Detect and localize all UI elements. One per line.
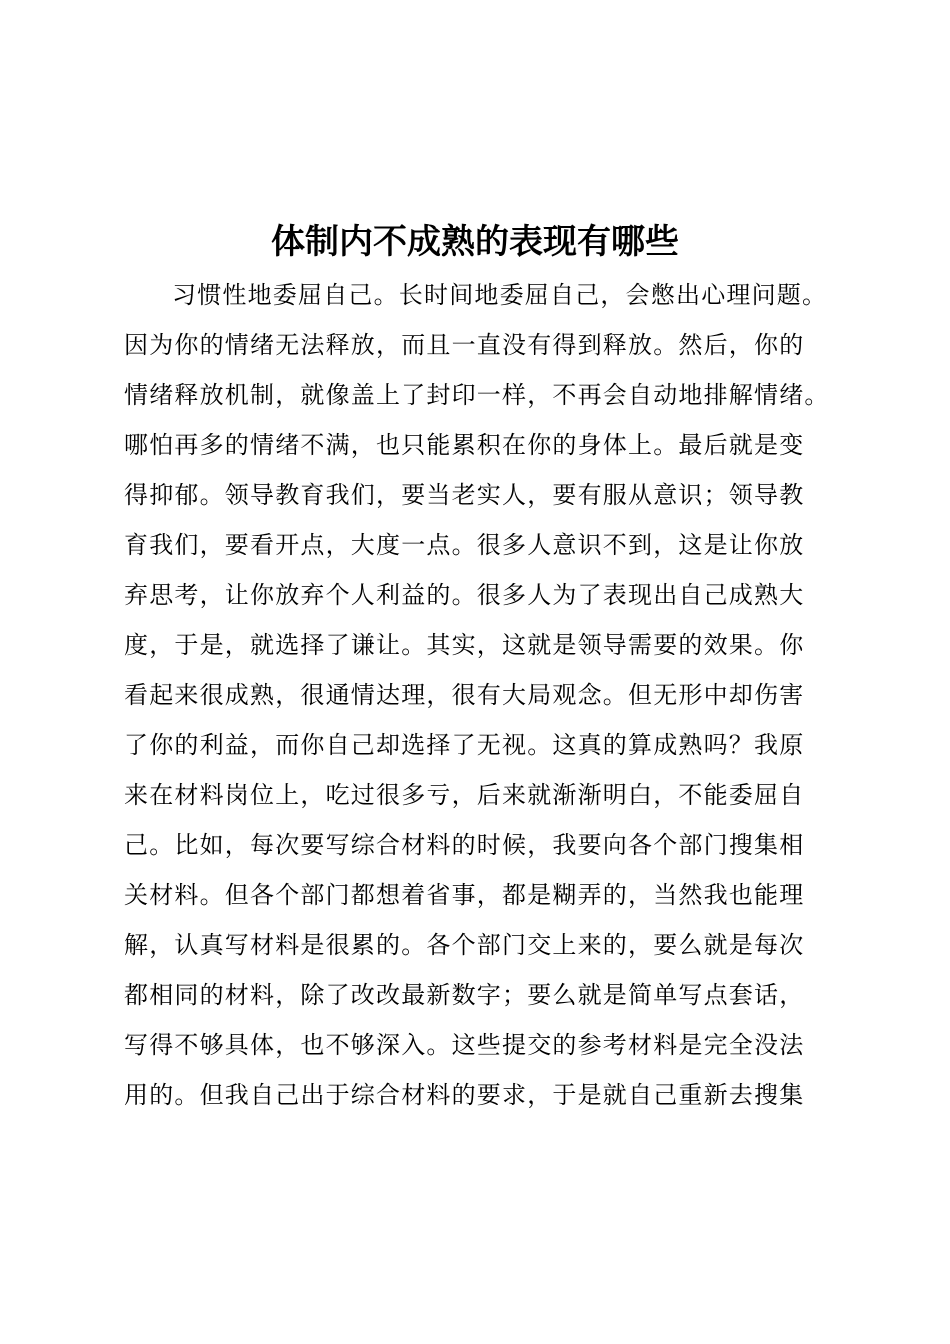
body-line: 度，于是，就选择了谦让。其实，这就是领导需要的效果。你 <box>124 631 805 659</box>
body-line: 用的。但我自己出于综合材料的要求，于是就自己重新去搜集 <box>124 1081 805 1109</box>
body-line: 来在材料岗位上，吃过很多亏，后来就渐渐明白，不能委屈自 <box>124 781 805 809</box>
body-line: 哪怕再多的情绪不满，也只能累积在你的身体上。最后就是变 <box>124 431 805 459</box>
body-line: 看起来很成熟，很通情达理，很有大局观念。但无形中却伤害 <box>124 681 805 709</box>
body-line: 育我们，要看开点，大度一点。很多人意识不到，这是让你放 <box>124 531 805 559</box>
body-line: 解，认真写材料是很累的。各个部门交上来的，要么就是每次 <box>124 931 805 959</box>
body-line: 情绪释放机制，就像盖上了封印一样，不再会自动地排解情绪。 <box>124 381 830 409</box>
body-line: 得抑郁。领导教育我们，要当老实人，要有服从意识；领导教 <box>124 481 805 509</box>
body-line: 都相同的材料，除了改改最新数字；要么就是简单写点套话， <box>124 981 805 1009</box>
body-line: 因为你的情绪无法释放，而且一直没有得到释放。然后，你的 <box>124 331 805 359</box>
body-line: 弃思考，让你放弃个人利益的。很多人为了表现出自己成熟大 <box>124 581 805 609</box>
document-body <box>124 270 844 1120</box>
body-line: 习惯性地委屈自己。长时间地委屈自己，会憋出心理问题。 <box>172 281 828 309</box>
body-line: 己。比如，每次要写综合材料的时候，我要向各个部门搜集相 <box>124 831 805 859</box>
body-line: 关材料。但各个部门都想着省事，都是糊弄的，当然我也能理 <box>124 881 805 909</box>
document-title: 体制内不成熟的表现有哪些 <box>271 222 679 262</box>
body-line: 写得不够具体，也不够深入。这些提交的参考材料是完全没法 <box>124 1031 805 1059</box>
body-line: 了你的利益，而你自己却选择了无视。这真的算成熟吗？我原 <box>124 731 805 759</box>
